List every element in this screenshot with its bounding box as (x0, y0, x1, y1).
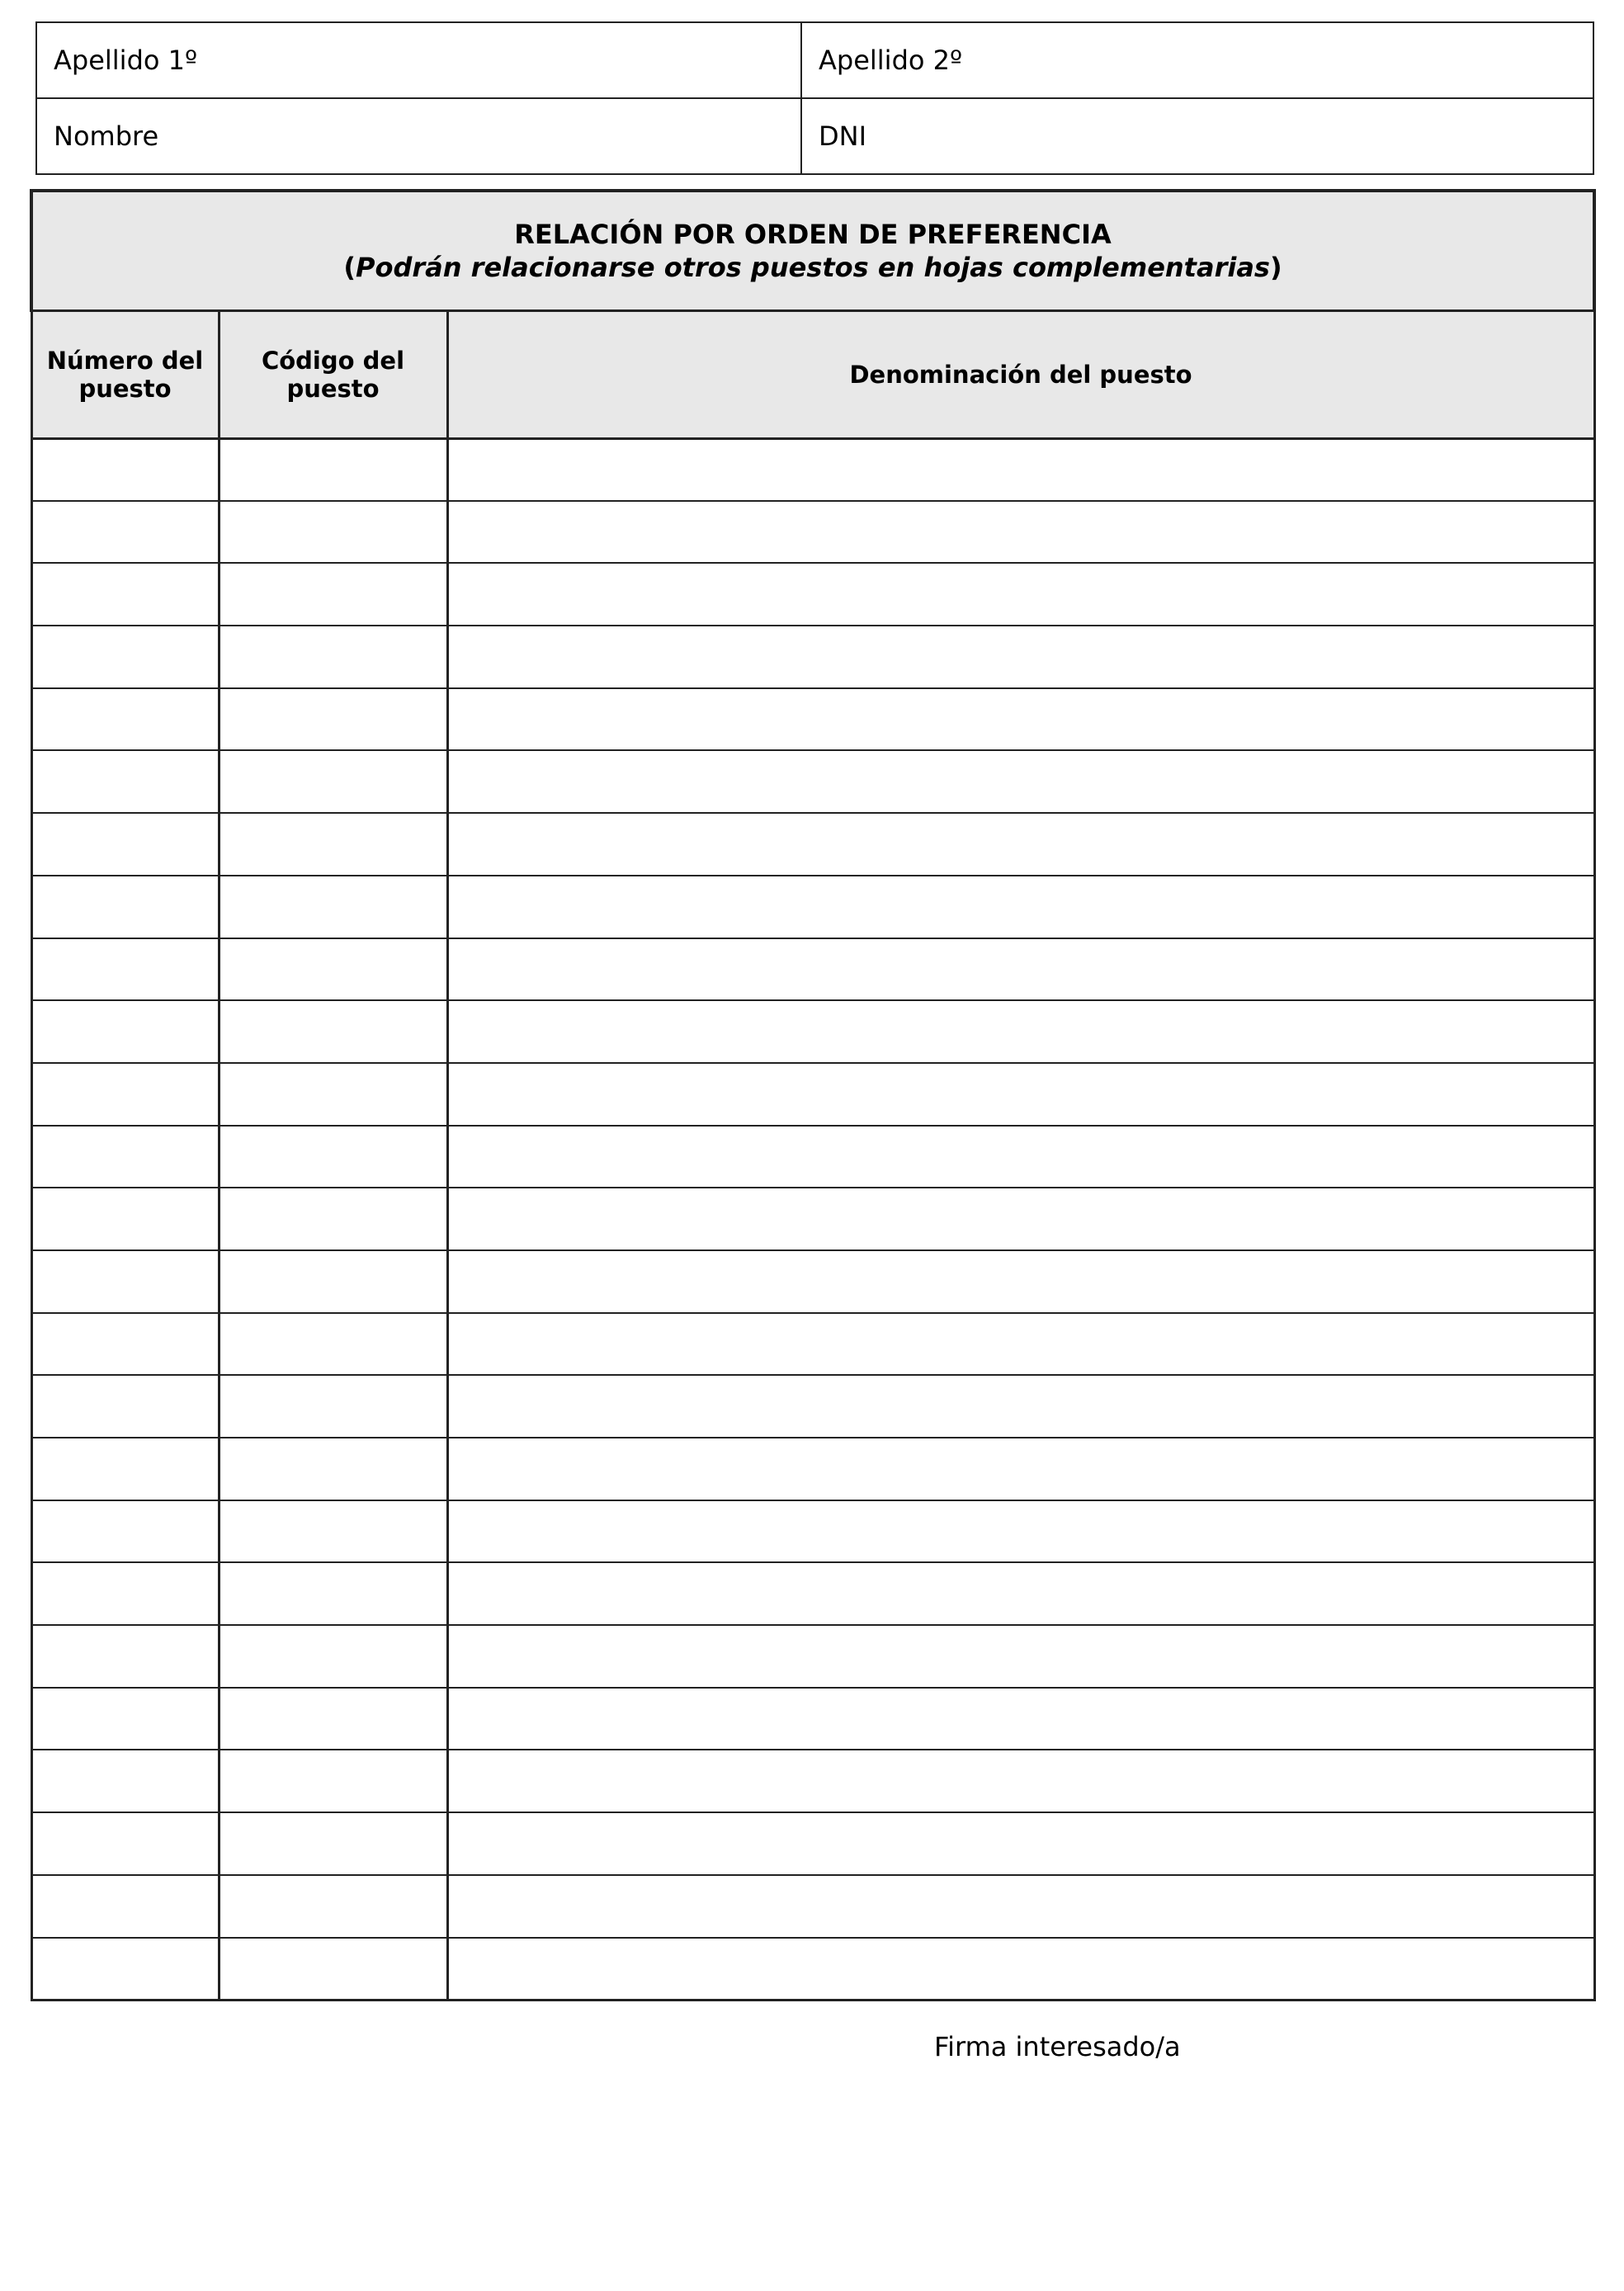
denominacion-puesto-cell[interactable] (447, 1500, 1594, 1563)
name-dni-row (36, 98, 1593, 174)
codigo-puesto-cell[interactable] (219, 1188, 447, 1250)
table-row (31, 938, 1594, 1001)
codigo-puesto-cell[interactable] (219, 1938, 447, 2000)
codigo-puesto-cell[interactable] (219, 688, 447, 751)
denominacion-puesto-cell[interactable] (447, 813, 1594, 876)
table-row (31, 626, 1594, 688)
codigo-puesto-cell[interactable] (219, 1438, 447, 1500)
apellido1-label: Apellido 1º (54, 45, 198, 76)
table-row (31, 1500, 1594, 1563)
table-row (31, 1688, 1594, 1750)
codigo-puesto-cell[interactable] (219, 1000, 447, 1063)
codigo-puesto-cell[interactable] (219, 750, 447, 813)
numero-puesto-cell[interactable] (31, 813, 219, 876)
codigo-puesto-cell[interactable] (219, 938, 447, 1001)
denominacion-puesto-cell[interactable] (447, 1188, 1594, 1250)
table-row (31, 1313, 1594, 1376)
numero-puesto-cell[interactable] (31, 1938, 219, 2000)
codigo-puesto-cell[interactable] (219, 1063, 447, 1126)
dni-label: DNI (819, 120, 867, 152)
table-row (31, 1812, 1594, 1875)
codigo-puesto-cell[interactable] (219, 1250, 447, 1313)
numero-puesto-cell[interactable] (31, 938, 219, 1001)
codigo-puesto-cell[interactable] (219, 1812, 447, 1875)
numero-puesto-cell[interactable] (31, 1250, 219, 1313)
table-row (31, 688, 1594, 751)
preference-table (30, 189, 1596, 2001)
preference-subtitle (33, 251, 1593, 284)
denominacion-puesto-cell[interactable] (447, 1875, 1594, 1938)
table-row (31, 1625, 1594, 1688)
preference-rows (31, 438, 1594, 2000)
denominacion-puesto-cell[interactable] (447, 1375, 1594, 1438)
surnames-row (36, 22, 1593, 98)
denominacion-puesto-cell[interactable] (447, 876, 1594, 938)
codigo-puesto-cell[interactable] (219, 1375, 447, 1438)
denominacion-puesto-cell[interactable] (447, 1938, 1594, 2000)
denominacion-puesto-cell[interactable] (447, 1000, 1594, 1063)
header-denominacion-puesto: Denominación del puesto (447, 310, 1594, 438)
preference-title-row (31, 191, 1594, 310)
codigo-puesto-cell[interactable] (219, 1875, 447, 1938)
signature-label: Firma interesado/a (934, 2031, 1181, 2062)
denominacion-puesto-cell[interactable] (447, 1063, 1594, 1126)
codigo-puesto-cell[interactable] (219, 1688, 447, 1750)
numero-puesto-cell[interactable] (31, 688, 219, 751)
codigo-puesto-cell[interactable] (219, 1750, 447, 1812)
table-row (31, 1562, 1594, 1625)
codigo-puesto-cell[interactable] (219, 626, 447, 688)
table-row (31, 1000, 1594, 1063)
denominacion-puesto-cell[interactable] (447, 626, 1594, 688)
numero-puesto-cell[interactable] (31, 1188, 219, 1250)
subtitle-open-paren: ( (343, 251, 356, 283)
preference-title-cell (31, 191, 1594, 310)
table-row (31, 563, 1594, 626)
numero-puesto-cell[interactable] (31, 1750, 219, 1812)
header-codigo-puesto: Código del puesto (219, 310, 447, 438)
codigo-puesto-cell[interactable] (219, 563, 447, 626)
numero-puesto-cell[interactable] (31, 1375, 219, 1438)
codigo-puesto-cell[interactable] (219, 876, 447, 938)
numero-puesto-cell[interactable] (31, 1063, 219, 1126)
denominacion-puesto-cell[interactable] (447, 1750, 1594, 1812)
numero-puesto-cell[interactable] (31, 1812, 219, 1875)
denominacion-puesto-cell[interactable] (447, 1625, 1594, 1688)
numero-puesto-cell[interactable] (31, 1438, 219, 1500)
denominacion-puesto-cell[interactable] (447, 1688, 1594, 1750)
codigo-puesto-cell[interactable] (219, 1500, 447, 1563)
denominacion-puesto-cell[interactable] (447, 501, 1594, 564)
table-row (31, 1250, 1594, 1313)
column-header-row (31, 310, 1594, 438)
apellido2-label: Apellido 2º (819, 45, 963, 76)
table-row (31, 1875, 1594, 1938)
codigo-puesto-cell[interactable] (219, 1562, 447, 1625)
denominacion-puesto-cell[interactable] (447, 750, 1594, 813)
table-row (31, 501, 1594, 564)
personal-info-table (35, 21, 1594, 175)
denominacion-puesto-cell[interactable] (447, 1812, 1594, 1875)
nombre-field[interactable] (36, 98, 801, 174)
numero-puesto-cell[interactable] (31, 1875, 219, 1938)
numero-puesto-cell[interactable] (31, 1000, 219, 1063)
denominacion-puesto-cell[interactable] (447, 563, 1594, 626)
table-row (31, 750, 1594, 813)
denominacion-puesto-cell[interactable] (447, 1250, 1594, 1313)
preference-title: RELACIÓN POR ORDEN DE PREFERENCIA (514, 218, 1112, 250)
numero-puesto-cell[interactable] (31, 876, 219, 938)
numero-puesto-cell[interactable] (31, 750, 219, 813)
numero-puesto-cell[interactable] (31, 1688, 219, 1750)
denominacion-puesto-cell[interactable] (447, 688, 1594, 751)
subtitle-text: Podrán relacionarse otros puestos en hojas complementarias (356, 251, 1270, 283)
codigo-puesto-cell[interactable] (219, 813, 447, 876)
numero-puesto-cell[interactable] (31, 501, 219, 564)
numero-puesto-cell[interactable] (31, 1500, 219, 1563)
apellido2-field[interactable] (801, 22, 1593, 98)
nombre-label: Nombre (54, 120, 159, 152)
numero-puesto-cell[interactable] (31, 1625, 219, 1688)
table-row (31, 1063, 1594, 1126)
codigo-puesto-cell[interactable] (219, 1126, 447, 1188)
table-row (31, 876, 1594, 938)
numero-puesto-cell[interactable] (31, 1313, 219, 1376)
numero-puesto-cell[interactable] (31, 563, 219, 626)
denominacion-puesto-cell[interactable] (447, 1126, 1594, 1188)
table-row (31, 1188, 1594, 1250)
table-row (31, 813, 1594, 876)
table-row (31, 1938, 1594, 2000)
codigo-puesto-cell[interactable] (219, 1313, 447, 1376)
table-row (31, 1438, 1594, 1500)
numero-puesto-cell[interactable] (31, 1562, 219, 1625)
denominacion-puesto-cell[interactable] (447, 938, 1594, 1001)
numero-puesto-cell[interactable] (31, 626, 219, 688)
header-numero-puesto: Número del puesto (31, 310, 219, 438)
denominacion-puesto-cell[interactable] (447, 1562, 1594, 1625)
dni-field[interactable] (801, 98, 1593, 174)
numero-puesto-cell[interactable] (31, 438, 219, 501)
table-row (31, 1375, 1594, 1438)
numero-puesto-cell[interactable] (31, 1126, 219, 1188)
denominacion-puesto-cell[interactable] (447, 438, 1594, 501)
denominacion-puesto-cell[interactable] (447, 1313, 1594, 1376)
table-row (31, 1126, 1594, 1188)
apellido1-field[interactable] (36, 22, 801, 98)
codigo-puesto-cell[interactable] (219, 501, 447, 564)
denominacion-puesto-cell[interactable] (447, 1438, 1594, 1500)
table-row (31, 438, 1594, 501)
subtitle-close-paren: ) (1269, 251, 1282, 283)
codigo-puesto-cell[interactable] (219, 438, 447, 501)
codigo-puesto-cell[interactable] (219, 1625, 447, 1688)
table-row (31, 1750, 1594, 1812)
